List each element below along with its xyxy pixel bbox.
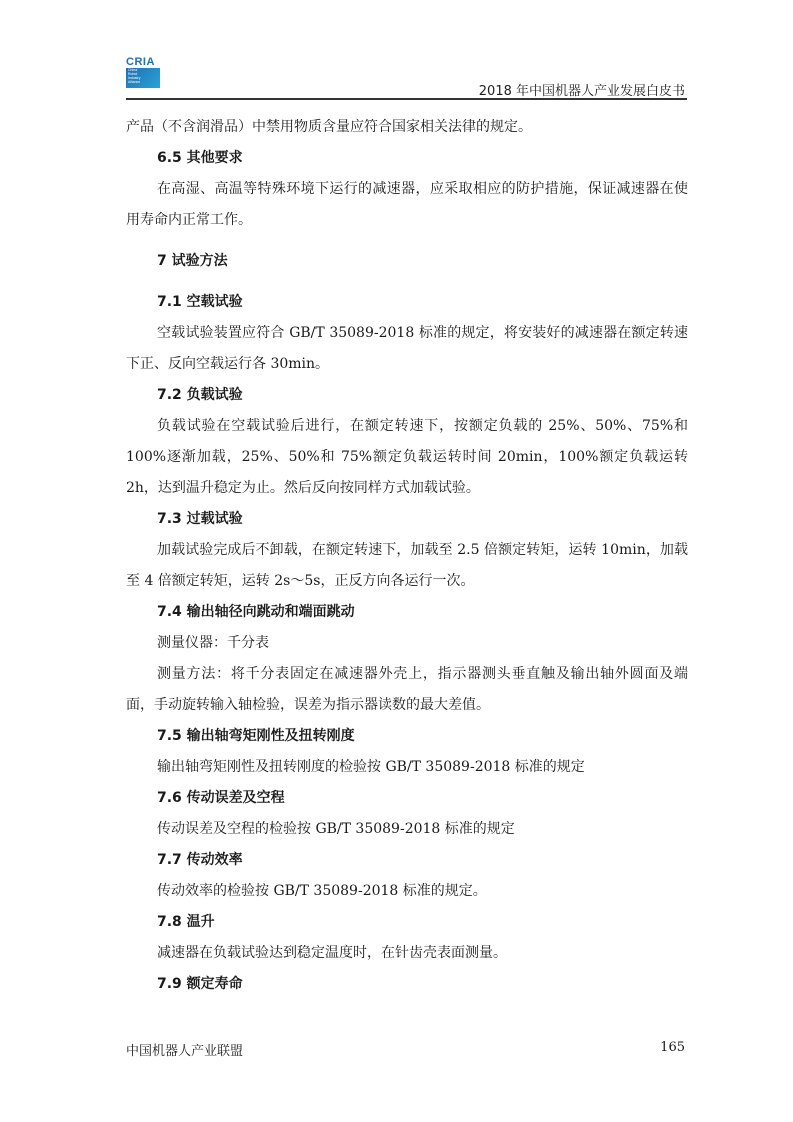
header-divider bbox=[126, 98, 687, 100]
subsection-heading: 7.3 过载试验 bbox=[157, 511, 243, 527]
logo-subtext-3: Industry bbox=[128, 76, 141, 80]
subsection-heading: 7.6 传动误差及空程 bbox=[157, 790, 285, 806]
section-heading: 7 试验方法 bbox=[157, 253, 228, 269]
body-paragraph: 测量方法：将千分表固定在减速器外壳上，指示器测头垂直触及输出轴外圆面及端面，手动旋转输入轴检验，误差为指示器读数的最大差值。 bbox=[126, 666, 688, 713]
footer-organization: 中国机器人产业联盟 bbox=[126, 1044, 244, 1059]
page-body bbox=[126, 112, 688, 1000]
body-paragraph: 负载试验在空载试验后进行，在额定转速下，按额定负载的 25%、50%、75%和 100%逐渐加载，25%、50%和 75%额定负载运转时间 20min，100%额定负载运转 2h，达到温升稳定为止。然后反向按同样方式加载试验。 bbox=[126, 418, 688, 496]
logo-subtext-4: Alliance bbox=[128, 80, 141, 84]
logo-subtext-2: Robot bbox=[128, 72, 138, 76]
subsection-heading: 7.4 输出轴径向跳动和端面跳动 bbox=[157, 604, 355, 620]
body-paragraph: 输出轴弯矩刚性及扭转刚度的检验按 GB/T 35089-2018 标准的规定 bbox=[157, 759, 585, 775]
subsection-heading: 7.1 空载试验 bbox=[157, 294, 243, 310]
subsection-heading: 7.5 输出轴弯矩刚性及扭转刚度 bbox=[157, 728, 355, 744]
body-paragraph: 加载试验完成后不卸载，在额定转速下，加载至 2.5 倍额定转矩，运转 10min，加载至 4 倍额定转矩，运转 2s～5s，正反方向各运行一次。 bbox=[126, 542, 688, 589]
subsection-heading: 7.9 额定寿命 bbox=[157, 976, 243, 992]
logo-mark bbox=[126, 68, 160, 88]
subsection-heading: 7.8 温升 bbox=[157, 914, 215, 930]
body-paragraph: 空载试验装置应符合 GB/T 35089-2018 标准的规定，将安装好的减速器在额定转速下正、反向空载运行各 30min。 bbox=[126, 325, 688, 372]
running-header-title: 2018 年中国机器人产业发展白皮书 bbox=[478, 84, 685, 99]
subsection-heading: 7.7 传动效率 bbox=[157, 852, 243, 868]
subsection-heading: 6.5 其他要求 bbox=[157, 150, 243, 166]
logo-text: CRIA bbox=[126, 56, 155, 68]
body-paragraph: 产品（不含润滑品）中禁用物质含量应符合国家相关法律的规定。 bbox=[126, 119, 532, 135]
body-paragraph: 测量仪器：千分表 bbox=[157, 635, 269, 651]
body-paragraph: 传动效率的检验按 GB/T 35089-2018 标准的规定。 bbox=[157, 883, 487, 899]
body-paragraph: 在高湿、高温等特殊环境下运行的减速器，应采取相应的防护措施，保证减速器在使用寿命内正常工作。 bbox=[126, 181, 688, 228]
body-paragraph: 传动误差及空程的检验按 GB/T 35089-2018 标准的规定 bbox=[157, 821, 515, 837]
cria-logo bbox=[126, 56, 164, 88]
logo-subtext-1: China bbox=[128, 68, 138, 72]
page-number: 165 bbox=[660, 1040, 685, 1055]
subsection-heading: 7.2 负载试验 bbox=[157, 387, 243, 403]
body-paragraph: 减速器在负载试验达到稳定温度时，在针齿壳表面测量。 bbox=[157, 945, 507, 961]
